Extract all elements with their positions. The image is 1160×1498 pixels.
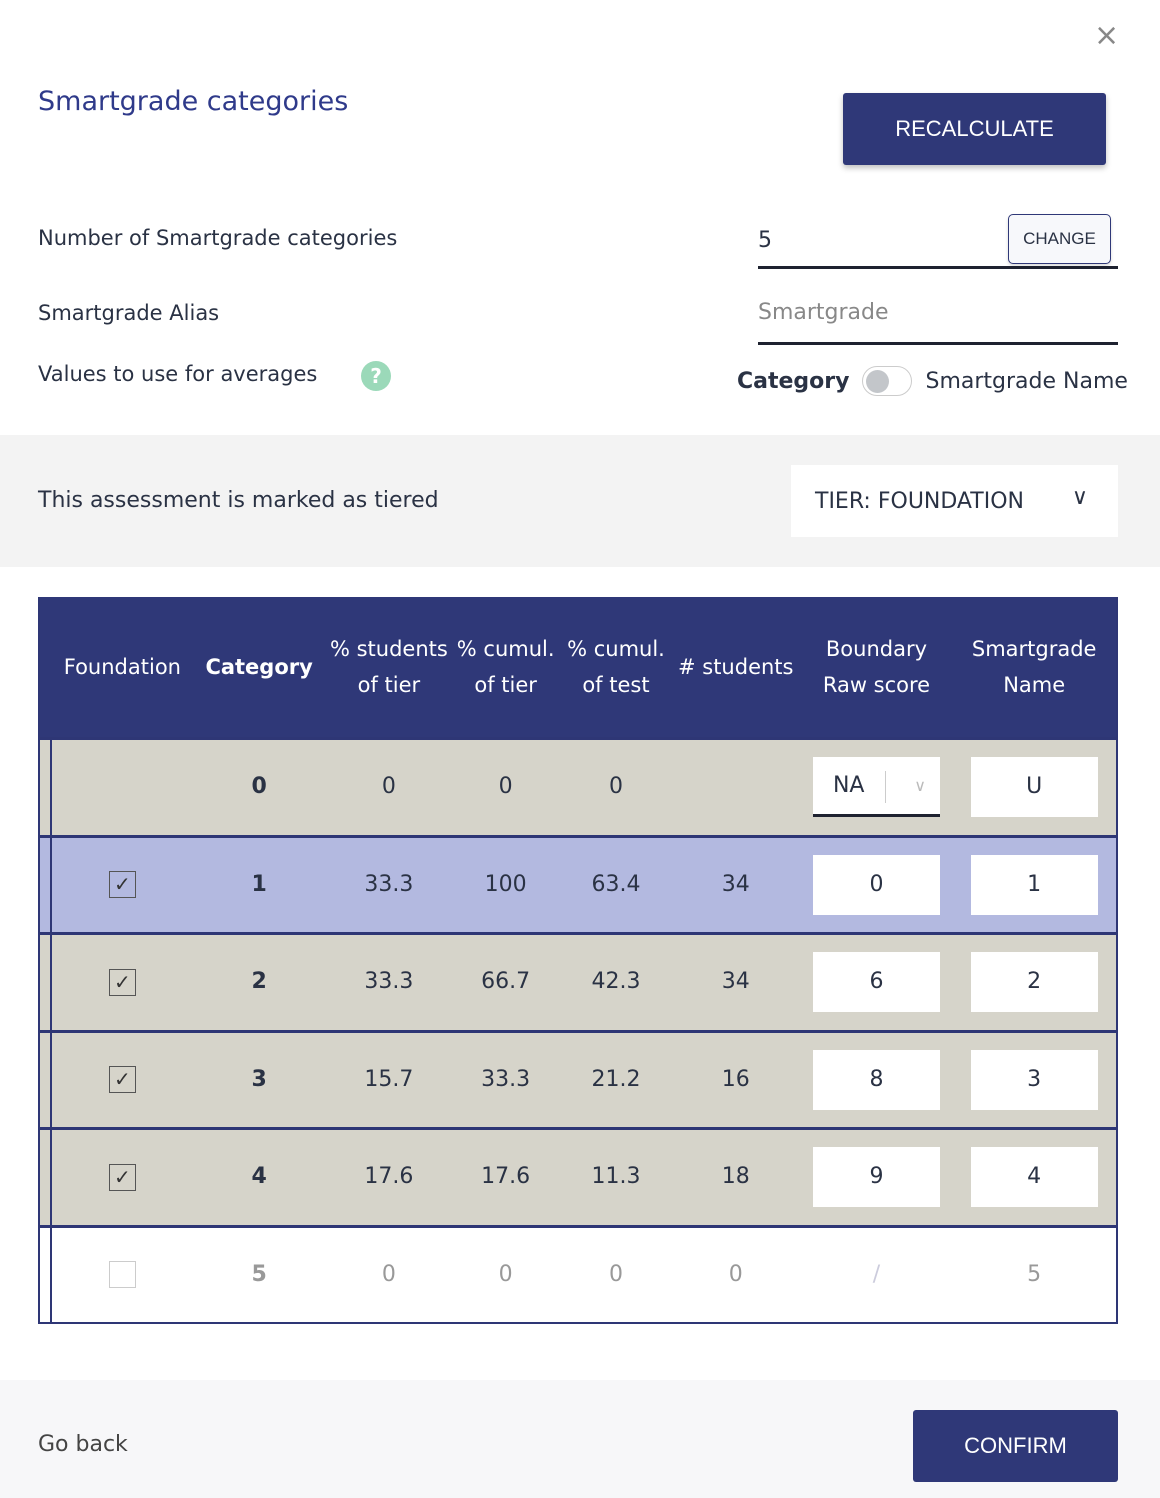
cumul-test-cell: 11.3 [591,1164,641,1190]
include-checkbox[interactable] [109,871,136,898]
tier-select[interactable] [791,465,1118,537]
students-cell [671,740,801,835]
category-cell: 2 [251,969,267,995]
boundary-select[interactable] [813,757,940,817]
chevron-down-icon: ∨ [914,775,926,795]
num-categories-value: 5 [758,228,772,253]
category-cell: 0 [251,774,267,800]
column-header: Boundary Raw score [822,637,931,697]
boundary-value: / [872,1261,881,1287]
recalculate-button[interactable]: RECALCULATE [843,93,1106,165]
page-title: Smartgrade categories [38,86,349,117]
pct-students-cell: 0 [381,1261,396,1287]
check-icon: ✓ [113,1164,131,1189]
category-cell: 3 [251,1066,267,1092]
num-categories-input[interactable] [758,212,1118,269]
row-stripe [40,838,52,933]
row-stripe [40,935,52,1030]
name-input[interactable]: U [971,757,1098,817]
boundary-input[interactable]: 0 [813,855,940,915]
pct-students-cell: 0 [381,774,396,800]
row-stripe [40,1130,52,1225]
column-header: Smartgrade Name [971,637,1097,697]
help-icon[interactable]: ? [361,361,391,391]
averages-toggle-group [737,366,1128,396]
pct-students-cell: 17.6 [364,1164,414,1190]
cumul-tier-cell: 100 [484,871,527,897]
pct-students-cell: 33.3 [364,871,414,897]
name-input[interactable]: 4 [971,1147,1098,1207]
column-header: % cumul. of test [567,637,665,697]
table-row [40,1225,1116,1323]
table-row [40,1030,1116,1128]
tier-text: This assessment is marked as tiered [38,488,439,513]
averages-toggle[interactable] [862,366,912,396]
boundary-input[interactable]: 8 [813,1050,940,1110]
include-checkbox[interactable] [109,1164,136,1191]
boundary-input[interactable]: 6 [813,952,940,1012]
column-header: Category [205,655,313,679]
category-cell: 5 [251,1261,267,1287]
cumul-tier-cell: 0 [498,1261,513,1287]
cumul-test-cell: 0 [608,1261,623,1287]
table-row [40,835,1116,933]
toggle-label-name: Smartgrade Name [925,368,1128,394]
check-icon: ✓ [113,1067,131,1092]
include-checkbox[interactable] [109,969,136,996]
row-stripe [40,1033,52,1128]
students-cell: 0 [728,1261,743,1287]
alias-input[interactable]: Smartgrade [758,292,1118,345]
averages-label: Values to use for averages [38,362,318,386]
students-cell: 18 [721,1164,750,1190]
change-button[interactable]: CHANGE [1008,214,1111,264]
pct-students-cell: 33.3 [364,969,414,995]
name-input[interactable]: 3 [971,1050,1098,1110]
row-stripe [40,740,52,835]
column-header: # students [677,655,794,679]
cumul-test-cell: 63.4 [591,871,641,897]
category-cell: 1 [251,871,267,897]
check-icon: ✓ [113,872,131,897]
close-icon[interactable]: × [1094,18,1120,53]
include-checkbox[interactable] [109,1066,136,1093]
cumul-tier-cell: 66.7 [481,969,531,995]
include-checkbox[interactable] [109,1261,136,1288]
name-value: 5 [1027,1261,1042,1287]
pct-students-cell: 15.7 [364,1066,414,1092]
table-row [40,932,1116,1030]
tier-select-value: TIER: FOUNDATION [815,489,1024,514]
categories-table [38,597,1118,1324]
toggle-label-category: Category [737,368,850,394]
cumul-test-cell: 21.2 [591,1066,641,1092]
cumul-tier-cell: 33.3 [481,1066,531,1092]
table-row [40,1127,1116,1225]
name-input[interactable]: 2 [971,952,1098,1012]
cumul-tier-cell: 0 [498,774,513,800]
table-header [40,597,1116,737]
column-header: Foundation [63,655,181,679]
row-stripe [40,1228,52,1323]
boundary-value: NA [832,772,865,798]
column-header: % cumul. of tier [456,637,555,697]
cumul-test-cell: 0 [608,774,623,800]
check-icon: ✓ [113,969,131,994]
alias-label: Smartgrade Alias [38,301,220,325]
cumul-test-cell: 42.3 [591,969,641,995]
category-cell: 4 [251,1164,267,1190]
confirm-button[interactable]: CONFIRM [913,1410,1118,1482]
chevron-down-icon: ∨ [1071,485,1088,510]
boundary-input[interactable]: 9 [813,1147,940,1207]
students-cell: 34 [721,871,750,897]
table-row [40,737,1116,835]
cumul-tier-cell: 17.6 [481,1164,531,1190]
students-cell: 34 [721,969,750,995]
students-cell: 16 [721,1066,750,1092]
go-back-link[interactable]: Go back [38,1432,128,1457]
num-categories-label: Number of Smartgrade categories [38,226,398,250]
column-header: % students of tier [329,637,448,697]
name-input[interactable]: 1 [971,855,1098,915]
